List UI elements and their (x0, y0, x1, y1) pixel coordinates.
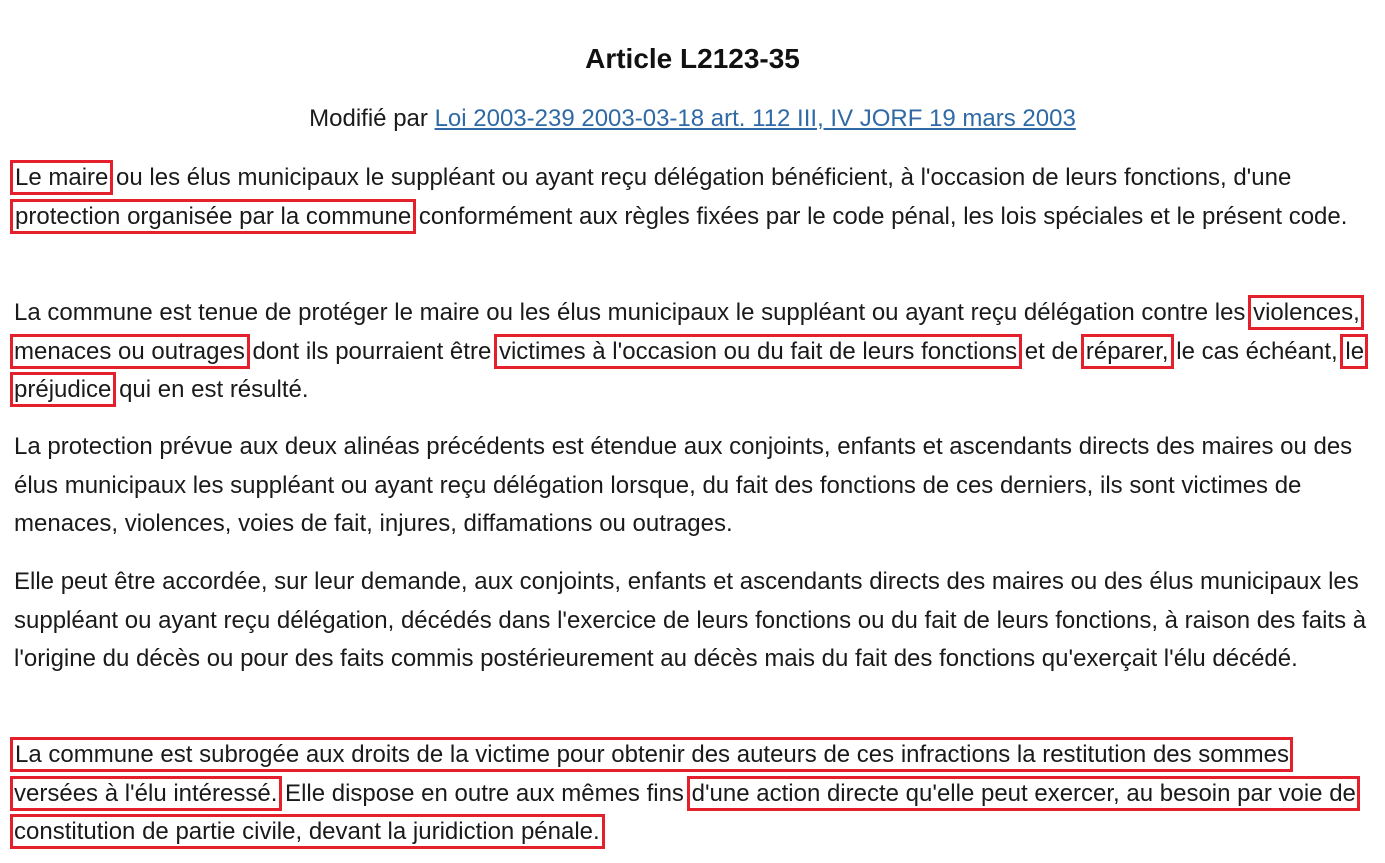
article-title: Article L2123-35 (585, 43, 800, 74)
highlight-reparer: réparer, (1085, 337, 1169, 365)
paragraph-text: ou les élus municipaux le suppléant ou ayant reçu délégation bénéficient, à l'occasion de leurs fonctions, d'une (109, 164, 1292, 191)
paragraph-text: Elle dispose en outre aux mêmes fins (278, 779, 691, 807)
highlight-victimes-fonctions: victimes à l'occasion ou du fait de leurs fonctions (498, 337, 1018, 365)
paragraph-text: qui en est résulté. (112, 376, 309, 403)
highlight-protection-organisee: protection organisée par la commune (15, 202, 412, 230)
paragraph-1 (14, 159, 1376, 236)
paragraph-3: La protection prévue aux deux alinéas précédents est étendue aux conjoints, enfants et ascendants directs des maires ou des élus municipaux les suppléant ou ayant reçu délégation lorsque, du fait des fonctions de ces derniers, ils sont victimes de menaces, violences, voies de fait, injures, diffamations ou outrages. (14, 433, 1353, 537)
paragraph-text: et de (1018, 337, 1085, 365)
highlight-action-directe: d'une action directe qu'elle peut exercer, au besoin par voie de constitution de partie civile, devant la juridiction pénale. (14, 779, 1356, 845)
paragraph-4: Elle peut être accordée, sur leur demande, aux conjoints, enfants et ascendants directs des maires ou des élus municipaux les suppléant ou ayant reçu délégation, décédés dans l'exercice de leurs fonctions ou du fait de leurs fonctions, à raison des faits à l'origine du décès ou pour des faits commis postérieurement au décès mais du fait des fonctions qu'exerçait l'élu décédé. (14, 568, 1367, 672)
modifying-law-link[interactable]: Loi 2003-239 2003-03-18 art. 112 III, IV JORF 19 mars 2003 (434, 105, 1076, 132)
paragraph-text: conformément aux règles fixées par le code pénal, les lois spéciales et le présent code. (412, 202, 1348, 230)
paragraph-5 (14, 736, 1376, 852)
highlight-subrogation: La commune est subrogée aux droits de la victime pour obtenir des auteurs de ces infractions la restitution des sommes versées à l'élu intéressé. (14, 741, 1289, 807)
paragraph-text: le cas échéant, (1169, 337, 1345, 365)
paragraph-text: La commune est tenue de protéger le maire ou les élus municipaux le suppléant ou ayant reçu délégation contre les (14, 299, 1253, 326)
highlight-violences-menaces-outrages: violences, menaces ou outrages (14, 299, 1360, 365)
modified-by-line (0, 102, 1385, 136)
paragraph-2 (14, 294, 1376, 410)
highlight-le-prejudice: le préjudice (14, 337, 1365, 403)
paragraph-text: dont ils pourraient être (245, 337, 498, 365)
modified-prefix: Modifié par (309, 105, 428, 132)
highlight-le-maire: Le maire (15, 164, 109, 191)
